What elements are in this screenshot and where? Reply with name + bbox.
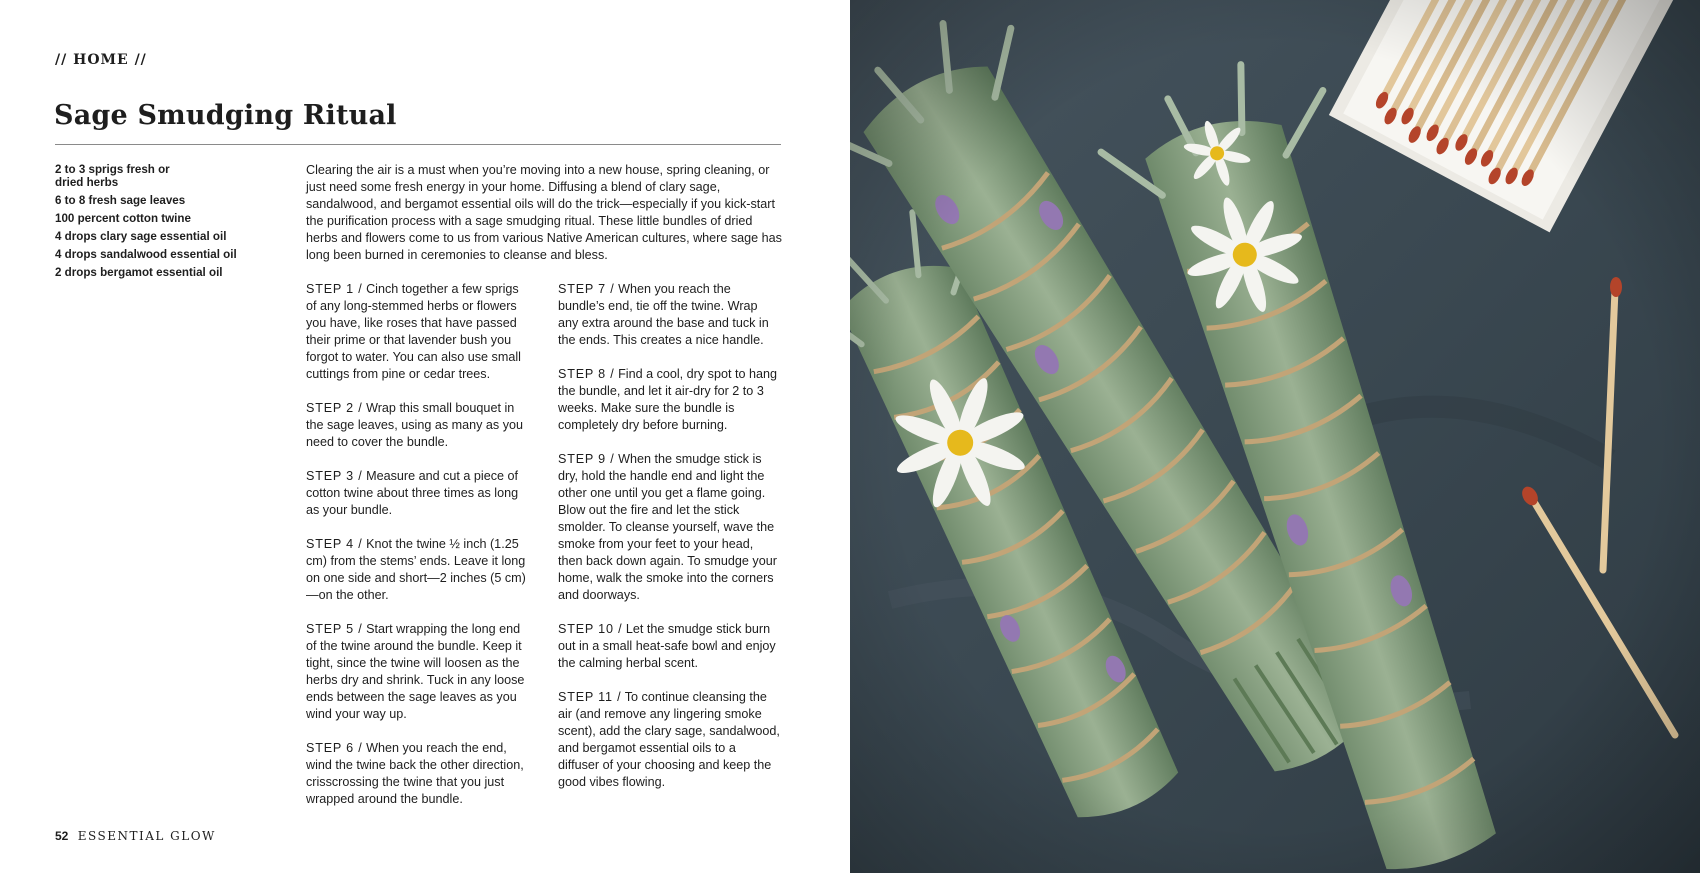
step-text: Knot the twine ½ inch (1.25 cm) from the stems’ ends. Leave it long on one side and short—2 inches (5 cm)—on the other.	[306, 537, 526, 602]
step-5	[306, 621, 528, 723]
step-text: Let the smudge stick burn out in a small heat-safe bowl and enjoy the calming herbal scent.	[558, 622, 776, 670]
ingredient-item: 4 drops clary sage essential oil	[55, 230, 227, 243]
step-label: STEP 10 /	[558, 622, 623, 636]
step-6	[306, 740, 528, 808]
step-label: STEP 11 /	[558, 690, 622, 704]
step-label: STEP 9 /	[558, 452, 615, 466]
section-label: // HOME //	[55, 52, 147, 68]
book-title: ESSENTIAL GLOW	[77, 829, 216, 843]
intro-paragraph: Clearing the air is a must when you’re moving into a new house, spring cleaning, or just need some fresh energy in your home. Diffusing a blend of clary sage, sandalwood, and bergamot essential oils will do the trick—especially if you kick-start the purification process with a sage smudging ritual. These little bundles of dried herbs and flowers come to us from various Native American cultures, where sage has long been burned in ceremonies to cleanse and bless.	[306, 163, 782, 262]
ingredient-item: 4 drops sandalwood essential oil	[55, 248, 237, 261]
step-label: STEP 4 /	[306, 537, 363, 551]
step-7	[558, 281, 780, 349]
step-label: STEP 8 /	[558, 367, 615, 381]
step-label: STEP 3 /	[306, 469, 363, 483]
ingredient-item: 2 drops bergamot essential oil	[55, 266, 223, 279]
step-11	[558, 689, 780, 791]
step-text: Find a cool, dry spot to hang the bundle, and let it air-dry for 2 to 3 weeks. Make sure the bundle is completely dry before burning.	[558, 367, 777, 432]
sage-bundles-photo	[850, 0, 1700, 873]
ingredient-item: 2 to 3 sprigs fresh or dried herbs	[55, 163, 170, 189]
page-number: 52	[55, 829, 69, 843]
title-divider	[55, 144, 781, 145]
step-label: STEP 5 /	[306, 622, 363, 636]
step-text: When you reach the bundle’s end, tie off the twine. Wrap any extra around the base and tuck in the ends. This creates a nice handle.	[558, 282, 769, 347]
step-10	[558, 621, 780, 672]
step-text: Wrap this small bouquet in the sage leaves, using as many as you need to cover the bundle.	[306, 401, 524, 449]
step-label: STEP 1 /	[306, 282, 363, 296]
step-2	[306, 400, 528, 451]
step-4	[306, 536, 528, 604]
step-text: Cinch together a few sprigs of any long-stemmed herbs or flowers you have, like roses that have passed their prime or that lavender bush you forgot to water. You can also use small cuttings from pine or cedar trees.	[306, 282, 521, 381]
page-footer	[55, 829, 216, 843]
step-3	[306, 468, 528, 519]
step-text: To continue cleansing the air (and remove any lingering smoke scent), add the clary sage, sandalwood, and bergamot essential oils to a diffuser of your choosing and keep the good vibes flowing.	[558, 690, 780, 789]
steps-column-right	[558, 281, 780, 808]
step-text: When you reach the end, wind the twine back the other direction, crisscrossing the twine that you just wrapped around the bundle.	[306, 741, 524, 806]
step-text: When the smudge stick is dry, hold the handle end and light the other one until you get a flame going. Blow out the fire and let the stick smolder. To cleanse yourself, wave the smoke from your feet to your head, then back down again. To smudge your home, walk the smoke into the corners and doorways.	[558, 452, 777, 602]
ingredient-list	[55, 163, 245, 284]
ingredient-item: 6 to 8 fresh sage leaves	[55, 194, 186, 207]
page-title: Sage Smudging Ritual	[54, 100, 397, 131]
steps-column-left	[306, 281, 528, 825]
step-9	[558, 451, 780, 604]
step-8	[558, 366, 780, 434]
step-text: Start wrapping the long end of the twine around the bundle. Keep it tight, since the twine will loosen as the herbs dry and shrink. Tuck in any loose ends between the sage leaves as you wind your way up.	[306, 622, 525, 721]
step-label: STEP 6 /	[306, 741, 363, 755]
step-1	[306, 281, 528, 383]
step-label: STEP 2 /	[306, 401, 363, 415]
step-label: STEP 7 /	[558, 282, 615, 296]
step-text: Measure and cut a piece of cotton twine about three times as long as your bundle.	[306, 469, 519, 517]
ingredient-item: 100 percent cotton twine	[55, 212, 191, 225]
